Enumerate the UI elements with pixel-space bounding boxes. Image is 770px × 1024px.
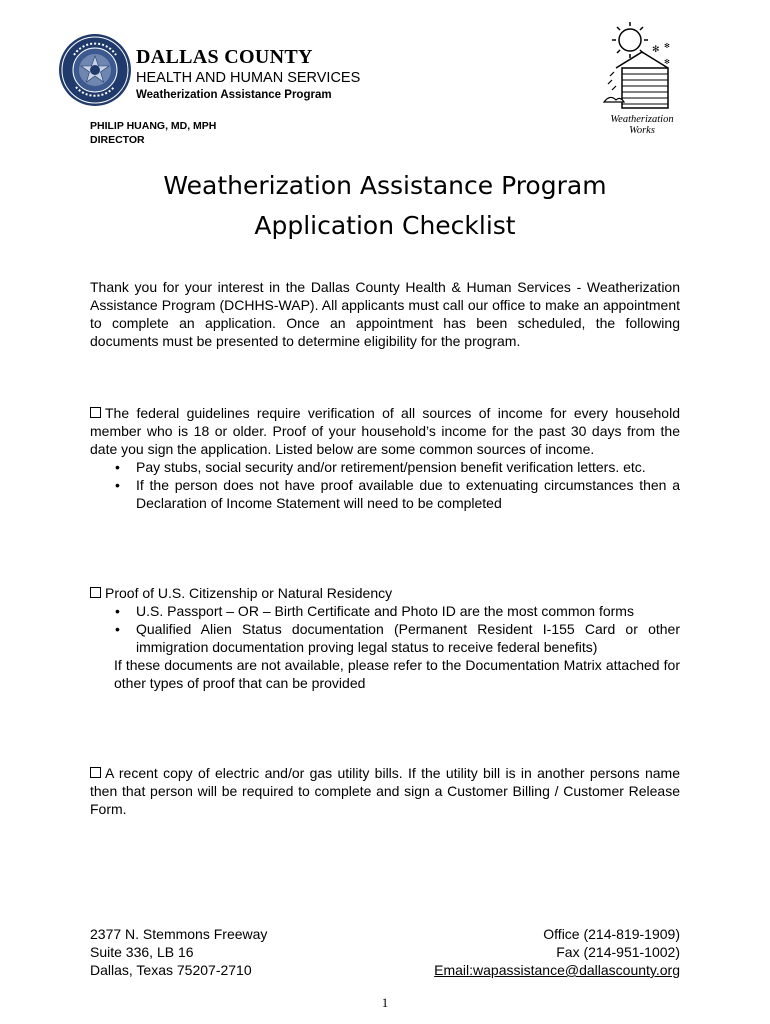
- checkbox-citizenship[interactable]: [90, 587, 101, 598]
- citizenship-note: If these documents are not available, please refer to the Documentation Matrix attached for other types of proof that can be provided: [114, 657, 680, 691]
- intro-text: Thank you for your interest in the Dallas County Health & Human Services - Weatherization Assistance Program (DCHHS-WAP). All applicants must call our office to make an appointment to complete an application. Once an appointment has been scheduled, the following documents must be presented to determine eligibility for the program.: [90, 279, 680, 349]
- address-line-2: Suite 336, LB 16: [90, 944, 194, 960]
- checkbox-income[interactable]: [90, 407, 101, 418]
- checklist-bullets: [90, 458, 680, 512]
- checklist-item-citizenship: [90, 584, 680, 692]
- weatherization-works-logo-text: [596, 114, 688, 136]
- logo-text-line1: Weatherization: [610, 114, 674, 125]
- director-name: PHILIP HUANG, MD, MPH: [90, 120, 217, 132]
- svg-text:✻: ✻: [664, 42, 670, 50]
- intro-paragraph: [90, 278, 680, 350]
- checklist-item-text: The federal guidelines require verification of all sources of income for every household member who is 18 or older. Proof of your household’s income for the past 30 days from the date you sign the application. Listed below are some common sources of income.: [90, 405, 680, 457]
- director-title: DIRECTOR: [90, 134, 145, 146]
- office-phone: Office (214-819-1909): [543, 926, 680, 942]
- title-line-2: Application Checklist: [254, 211, 516, 240]
- page-title: [0, 166, 770, 246]
- title-line-1: Weatherization Assistance Program: [163, 171, 607, 200]
- org-program: Weatherization Assistance Program: [136, 89, 332, 101]
- checklist-item-text: Proof of U.S. Citizenship or Natural Residency: [105, 585, 393, 601]
- svg-text:✻: ✻: [652, 45, 660, 55]
- director-block: [90, 119, 216, 147]
- checklist-bullets: [90, 602, 680, 656]
- bullet-item: • Qualified Alien Status documentation (Permanent Resident I-155 Card or other immigration documentation proving legal status to receive federal benefits): [90, 620, 680, 656]
- org-department: HEALTH AND HUMAN SERVICES: [136, 70, 361, 86]
- county-seal-logo: [58, 33, 132, 107]
- weatherization-works-logo: [600, 18, 682, 118]
- bullet-item: • If the person does not have proof available due to extenuating circumstances then a Declaration of Income Statement will need to be completed: [90, 476, 680, 512]
- logo-text-line2: Works: [629, 125, 655, 136]
- bullet-item: • U.S. Passport – OR – Birth Certificate and Photo ID are the most common forms: [90, 602, 680, 620]
- email-link[interactable]: Email:wapassistance@dallascounty.org: [434, 962, 680, 978]
- page-number: 1: [381, 995, 389, 1010]
- footer-contact: [434, 925, 680, 979]
- address-line-1: 2377 N. Stemmons Freeway: [90, 926, 268, 942]
- checklist-item-income: [90, 404, 680, 512]
- svg-text:✻: ✻: [664, 58, 670, 66]
- checkbox-utility[interactable]: [90, 767, 101, 778]
- address-line-3: Dallas, Texas 75207-2710: [90, 962, 252, 978]
- bullet-item: • Pay stubs, social security and/or retirement/pension benefit verification letters. etc.: [90, 458, 680, 476]
- org-name: DALLAS COUNTY: [136, 46, 313, 68]
- checklist-item-text: A recent copy of electric and/or gas utility bills. If the utility bill is in another persons name then that person will be required to complete and sign a Customer Billing / Customer Release Form.: [90, 765, 680, 817]
- fax-number: Fax (214-951-1002): [556, 944, 680, 960]
- checklist-item-utility: [90, 764, 680, 818]
- footer-address: [90, 925, 267, 979]
